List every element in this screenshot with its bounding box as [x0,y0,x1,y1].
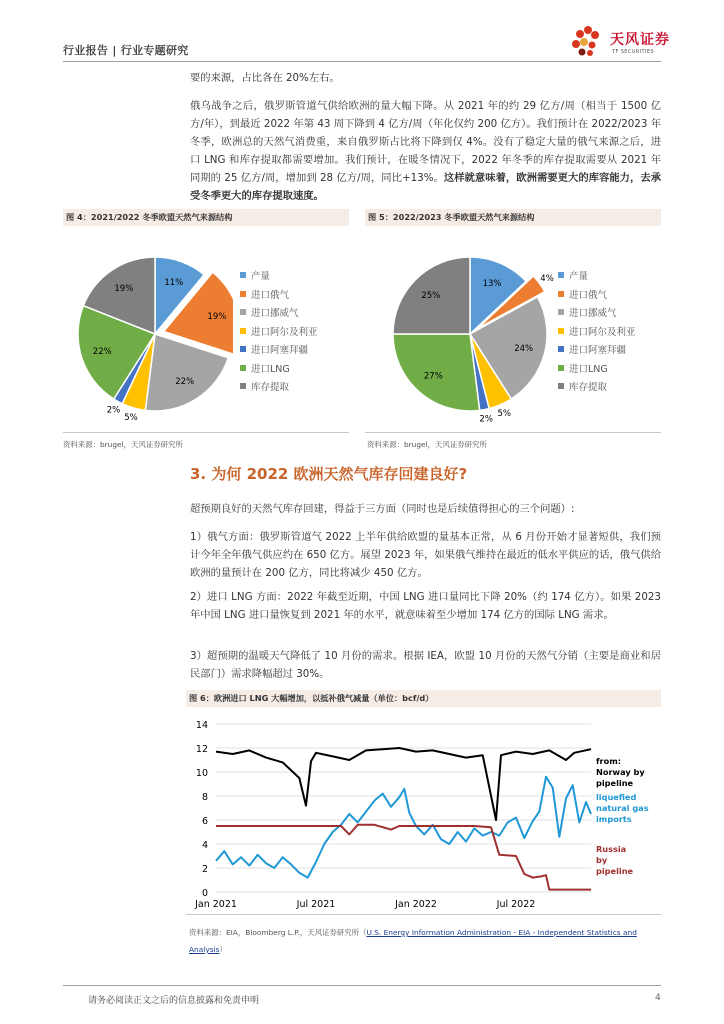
header-divider [63,61,661,62]
fig4-pie-chart [63,230,233,430]
section-3-point-1: 1）俄气方面：俄罗斯管道气 2022 上半年供给欧盟的量基本正常，从 6 月份开始才显著短供，我们预计今年全年俄气供应约在 650 亿方。展望 2023 年，如果俄气维持在最近的低水平供应的话，俄气供给欧洲的量预计在 200 亿方，同比将减少 450 亿方。 [190,531,661,579]
fig6-series-1 [216,777,591,878]
fig4-slice-label-1: 19% [207,312,227,323]
fig4-legend-swatch-5 [240,365,246,371]
fig5-slice-label-1: 4% [540,274,554,285]
paragraph-russia-supply-emphasis: 这样就意味着，欧洲需要更大的库容能力，去承受冬季更大的库存提取速度。 [190,172,662,202]
fig6-source-prefix: 资料来源：EIA，Bloomberg L.P.，天风证券研究所（ [189,928,367,937]
fig5-legend-item-1 [558,285,636,304]
fig5-legend-label-3: 进口阿尔及利亚 [569,326,636,338]
fig5-legend-label-1: 进口俄气 [569,289,608,301]
fig6-y-tick-2: 4 [201,840,208,851]
fig4-legend-item-4 [240,340,318,359]
fig4-legend-item-0 [240,266,318,285]
fig5-rule [365,432,661,433]
fig4-legend-item-5 [240,359,318,378]
fig6-series-2 [216,825,591,890]
fig4-legend-item-6 [240,377,318,396]
section-3-point-3: 3）超预期的温暖天气降低了 10 月份的需求。根据 IEA，欧盟 10 月份的天然气分销（主要是商业和居民部门）需求降幅超过 30%。 [190,650,661,680]
fig4-slice-label-0: 11% [164,277,184,288]
fig5-source: 资料来源：brugel，天风证券研究所 [367,440,487,449]
fig6-source [189,924,649,958]
fig6-series-0 [216,748,591,820]
fig4-legend [240,266,318,396]
fig6-y-tick-5: 10 [195,768,208,779]
fig4-source: 资料来源：brugel，天风证券研究所 [63,440,183,449]
fig4-legend-label-2: 进口挪威气 [251,308,299,320]
fig5-pie-chart [365,230,555,430]
section-3-intro: 超预期良好的天然气库存回建，得益于三方面（同时也是后续值得担心的三个问题）: [190,503,575,515]
fig5-slice-label-6: 25% [421,290,441,301]
fig5-legend [558,266,636,396]
fig4-legend-swatch-3 [240,328,246,334]
fig5-legend-item-5 [558,359,636,378]
fig4-legend-swatch-2 [240,309,246,315]
fig5-legend-swatch-0 [558,272,564,278]
fig5-legend-item-6 [558,377,636,396]
fig6-caption: 图 6：欧洲进口 LNG 大幅增加，以抵补俄气减量（单位：bcf/d） [189,693,434,703]
fig5-legend-item-2 [558,303,636,322]
fig5-legend-label-2: 进口挪威气 [569,308,617,320]
fig4-legend-swatch-6 [240,383,246,389]
fig5-legend-swatch-3 [558,328,564,334]
fig6-y-tick-1: 2 [201,864,208,875]
fig6-y-tick-6: 12 [195,744,208,755]
fig5-legend-swatch-5 [558,365,564,371]
fig4-legend-label-6: 库存提取 [251,382,290,394]
fig6-y-tick-3: 6 [201,816,208,827]
fig4-legend-label-1: 进口俄气 [251,289,290,301]
fig4-legend-label-5: 进口LNG [251,363,290,375]
fig5-slice-label-3: 5% [497,409,512,420]
fig5-caption: 图 5：2022/2023 冬季欧盟天然气来源结构 [368,212,535,222]
fig4-legend-label-0: 产量 [251,271,271,283]
fig4-slice-label-2: 22% [175,376,195,387]
fig4-slice-label-4: 2% [106,405,121,416]
fig5-legend-label-6: 库存提取 [569,382,608,394]
fig5-legend-item-4 [558,340,636,359]
fig6-annotation-2: Russia by pipeline [596,844,634,876]
fig4-legend-item-2 [240,303,318,322]
fig4-legend-swatch-0 [240,272,246,278]
fig5-legend-label-0: 产量 [569,271,589,283]
fig4-legend-label-4: 进口阿塞拜疆 [251,345,309,357]
footer-disclaimer[interactable]: 请务必阅读正文之后的信息披露和免责申明 [88,996,260,1006]
fig5-legend-label-5: 进口LNG [569,363,608,375]
intro-tail-text: 要的来源，占比各在 20%左右。 [190,72,340,84]
fig5-slice-label-5: 27% [423,371,443,382]
fig5-legend-swatch-1 [558,291,564,297]
fig5-legend-item-0 [558,266,636,285]
fig6-x-tick-2: Jan 2022 [395,899,437,910]
fig4-rule [63,432,349,433]
fig6-x-tick-0: Jan 2021 [195,899,237,910]
fig5-slice-label-2: 24% [514,343,534,354]
footer-divider [63,985,661,986]
fig6-annotation-1: liquefied natural gas imports [596,792,649,824]
fig4-caption: 图 4：2021/2022 冬季欧盟天然气来源结构 [66,212,233,222]
paragraph-russia-supply-body: 俄乌战争之后，俄罗斯管道气供给欧洲的量大幅下降。从 2021 年的约 29 亿方/周（相当于 1500 亿方/年），到最近 2022 年第 43 周下降到 4 亿方/周（年化仅约 200 亿方）。我们预计在 2022/2023 年冬季，欧洲总的天然气消费重，来自俄罗斯占比将下降到仅 4%。没有了稳定大量的俄气来源之后，进口 LNG 和库存提取都需要增加。我们预计，在暖冬情况下，2022 年冬季的库存提取需要从 2021 年同期的 25 亿方/周，增加到 28 亿方/周，同比+13%。 [190,100,661,184]
fig4-legend-label-3: 进口阿尔及利亚 [251,326,318,338]
fig6-line-chart [186,712,661,912]
fig5-legend-swatch-4 [558,346,564,352]
fig5-slice-label-4: 2% [479,414,493,425]
fig6-x-tick-3: Jul 2022 [496,899,536,910]
fig5-legend-item-3 [558,322,636,341]
logo-english: TF SECURITIES [612,49,655,55]
paragraph-russia-supply [190,97,661,205]
fig4-legend-swatch-1 [240,291,246,297]
fig6-y-tick-4: 8 [201,792,208,803]
fig5-legend-swatch-2 [558,309,564,315]
section-3-point-2: 2）进口 LNG 方面：2022 年截至近期，中国 LNG 进口量同比下降 20%（约 174 亿方）。如果 2023 年中国 LNG 进口量恢复到 2021 年的水平，就意味着至少增加 174 亿方的国际 LNG 需求。 [190,591,661,621]
fig6-y-tick-7: 14 [195,720,208,731]
fig5-legend-swatch-6 [558,383,564,389]
fig4-slice-label-3: 5% [124,412,138,423]
fig4-legend-swatch-4 [240,346,246,352]
tf-logo-icon [568,24,608,58]
report-header-title: 行业报告 | 行业专题研究 [63,44,189,57]
fig4-slice-label-6: 19% [114,284,134,295]
fig4-legend-item-1 [240,285,318,304]
fig5-slice-label-0: 13% [482,279,502,290]
page-number: 4 [655,993,661,1003]
eia-source-link[interactable]: U.S. Energy Information Administration - EIA - Independent Statistics and Analysis [189,928,637,954]
section-3-title: 3. 为何 2022 欧洲天然气库存回建良好? [190,465,468,483]
fig4-legend-item-3 [240,322,318,341]
fig6-rule [186,914,661,915]
fig6-annotation-0: from: Norway by pipeline [596,756,645,788]
fig6-y-tick-0: 0 [201,888,208,899]
fig5-legend-label-4: 进口阿塞拜疆 [569,345,627,357]
logo-text: 天风证券 [610,32,670,48]
fig6-x-tick-1: Jul 2021 [296,899,336,910]
fig6-source-suffix: ） [219,945,227,954]
fig4-slice-label-5: 22% [92,347,112,358]
